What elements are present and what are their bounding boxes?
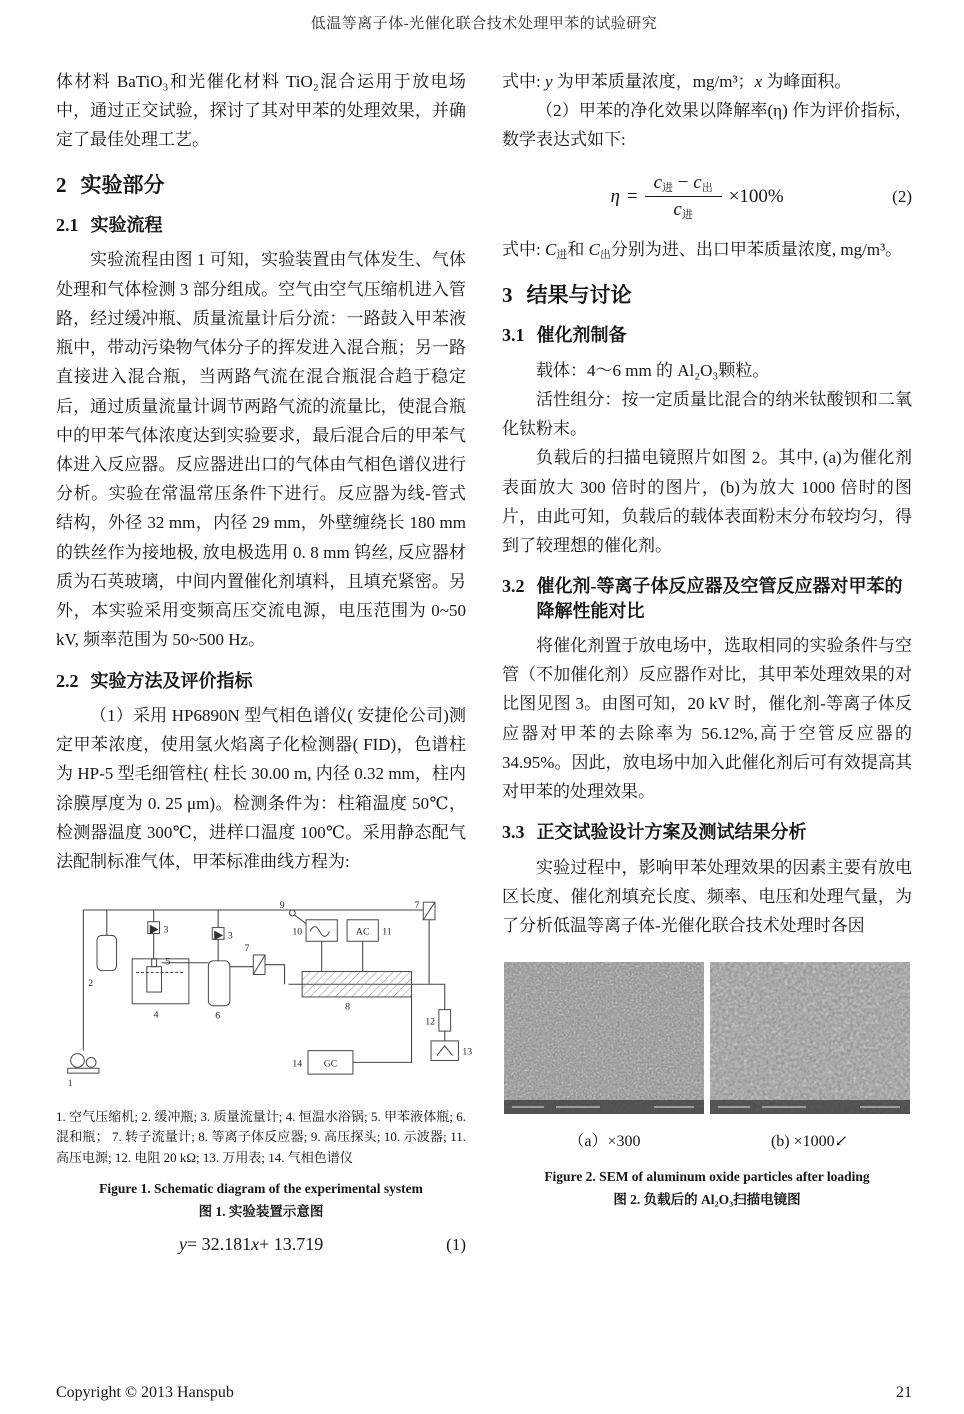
buffer-bottle-symbol bbox=[97, 936, 117, 971]
section-number: 3.1 bbox=[502, 325, 525, 346]
text-run: 式中: bbox=[502, 240, 545, 260]
section-heading-3-1 bbox=[502, 323, 912, 347]
section-title: 结果与讨论 bbox=[526, 282, 632, 307]
paragraph-active-component: 活性组分：按一定质量比混合的纳米钛酸钡和二氧化钛粉末。 bbox=[502, 389, 912, 439]
figure1-label-5: 5 bbox=[165, 957, 171, 969]
section-heading-3-2 bbox=[502, 574, 912, 623]
text-run: 为甲苯质量浓度，mg/m³； bbox=[552, 72, 755, 91]
figure1-label-7b: 7 bbox=[414, 900, 420, 912]
section-heading-3-3 bbox=[502, 820, 912, 844]
text-run: 式中: bbox=[502, 72, 545, 91]
figure-2 bbox=[502, 962, 912, 1209]
section-heading-2-2 bbox=[56, 669, 466, 693]
figure1-label-7a: 7 bbox=[244, 943, 250, 955]
section-title: 实验流程 bbox=[90, 215, 163, 236]
section-title: 正交试验设计方案及测试结果分析 bbox=[536, 822, 807, 843]
equation-1-mid: = 32.181 bbox=[186, 1234, 252, 1255]
section-number: 2.2 bbox=[56, 670, 79, 691]
subscript-out: 出 bbox=[701, 181, 713, 194]
figure-1-legend: 1. 空气压缩机; 2. 缓冲瓶; 3. 质量流量计; 4. 恒温水浴锅; 5. 甲苯液体瓶; 6. 混和瓶； 7. 转子流量计; 8. 等离子体反应器; 9. 高压探头; 10. 示波器; 11. 高压电源; 12. 电阻 20 kΩ; 13. 万用表; 14. 气相色谱仪 bbox=[56, 1109, 466, 1165]
var-c-out: C bbox=[588, 240, 600, 260]
mass-flow-meter-symbols bbox=[148, 922, 224, 941]
two-column-body bbox=[56, 67, 912, 1266]
section-title: 催化剂-等离子体反应器及空管反应器对甲苯的降解性能对比 bbox=[536, 576, 903, 621]
figure-1-schematic bbox=[56, 892, 476, 1097]
subscript-in: 进 bbox=[662, 181, 674, 194]
air-compressor-symbol bbox=[68, 1054, 99, 1074]
figure1-label-10: 10 bbox=[292, 926, 303, 938]
footer-copyright: Copyright © 2013 Hanspub bbox=[56, 1384, 234, 1401]
left-column bbox=[56, 67, 473, 1266]
sem-label-b: (b) ×1000↙ bbox=[770, 1133, 849, 1151]
paragraph-method: （1）采用 HP6890N 型气相色谱仪( 安捷伦公司)测定甲苯浓度，使用氢火焰离子化检测器( FID)，色谱柱为 HP-5 型毛细管柱( 柱长 30.00 m, 内径 0.32 mm，柱内涂膜厚度为 0. 25 μm)。检测条件为：柱箱温度 50℃，检测器温度 300℃，进样口温度 100℃。采用静态配气法配制标准气体，甲苯标准曲线方程为: bbox=[56, 705, 466, 872]
section-number: 2.1 bbox=[56, 215, 79, 236]
footer-page-number: 21 bbox=[896, 1384, 912, 1401]
sem-image-row bbox=[502, 962, 912, 1114]
paragraph-comparison: 将催化剂置于放电场中，选取相同的实验条件与空管（不加催化剂）反应器作对比，其甲苯处理效果的对比图见图 3。由图可知，20 kV 时，催化剂-等离子体反应器对甲苯的去除率为 56.12%,高于空管反应器的 34.95%。因此，放电场中加入此催化剂后可有效提高其对甲苯的处理效果。 bbox=[502, 635, 912, 802]
equation-2-fraction bbox=[645, 171, 722, 223]
figure-1-caption-zh: 图 1. 实验装置示意图 bbox=[198, 1203, 324, 1219]
sem-a-texture bbox=[504, 962, 704, 1114]
paragraph-sem-description: 负载后的扫描电镜照片如图 2。其中, (a)为催化剂表面放大 300 倍时的图片，(b)为放大 1000 倍时的图片，由此可知，负载后的载体表面粉末分布较均匀，得到了较理想的催化剂。 bbox=[502, 448, 912, 556]
figure1-label-2: 2 bbox=[88, 978, 94, 990]
var-c-in: c bbox=[653, 171, 663, 193]
resistor-symbol bbox=[439, 1010, 451, 1031]
mixing-bottle-symbol bbox=[208, 961, 229, 1006]
figure1-label-9: 9 bbox=[279, 900, 285, 912]
paragraph-orthogonal-intro: 实验过程中，影响甲苯处理效果的因素主要有放电区长度、催化剂填充长度、频率、电压和处理气量，为了分析低温等离子体-光催化联合技术处理时各因 bbox=[502, 857, 912, 936]
figure1-label-13: 13 bbox=[462, 1046, 473, 1058]
equation-2-denominator bbox=[673, 197, 692, 223]
equation-2-times-100: ×100% bbox=[728, 185, 784, 207]
plasma-reactor-symbol bbox=[302, 972, 411, 997]
hv-probe-symbol bbox=[289, 910, 306, 924]
section-number: 3.3 bbox=[502, 822, 525, 843]
sem-image-a bbox=[504, 962, 704, 1114]
paragraph-intro-continuation: 体材料 BaTiO₃和光催化材料 TiO₂混合运用于放电场中，通过正交试验，探讨了其对甲苯的处理效果，并确定了最佳处理工艺。 bbox=[56, 72, 466, 150]
equation-2-numerator bbox=[645, 171, 722, 198]
gc-label: GC bbox=[323, 1058, 338, 1070]
figure-1-caption-en: Figure 1. Schematic diagram of the experimental system bbox=[99, 1180, 423, 1196]
figure1-label-11: 11 bbox=[382, 926, 392, 938]
equation-1-var-x: x bbox=[251, 1234, 260, 1255]
section-number: 3 bbox=[502, 282, 513, 307]
figure-2-caption-zh: 图 2. 负载后的 Al₂O₃扫描电镜图 bbox=[613, 1192, 801, 1207]
paragraph-degradation-rate: （2）甲苯的净化效果以降解率(η) 作为评价指标，数学表达式如下: bbox=[502, 101, 912, 150]
var-c-in: c bbox=[673, 199, 682, 221]
equation-2-eta: η bbox=[610, 185, 620, 207]
paragraph-eq2-note bbox=[502, 235, 912, 265]
subscript-in: 进 bbox=[556, 249, 568, 262]
section-heading-2-1 bbox=[56, 213, 466, 237]
equation-2-equals: = bbox=[626, 185, 638, 207]
ac-source-label: AC bbox=[355, 926, 370, 938]
oscilloscope-symbol bbox=[306, 920, 337, 941]
section-title: 实验方法及评价指标 bbox=[90, 670, 253, 691]
sem-label-a: （a）×300 bbox=[568, 1133, 641, 1151]
paragraph-carrier: 载体：4～6 mm 的 Al₂O₃颗粒。 bbox=[536, 360, 770, 380]
figure1-label-3a: 3 bbox=[163, 924, 169, 936]
minus-sign: − bbox=[677, 171, 689, 193]
section-heading-3 bbox=[502, 281, 912, 309]
equation-2-number: (2) bbox=[892, 187, 912, 207]
equation-1-var-y: y bbox=[178, 1234, 187, 1255]
equation-1 bbox=[56, 1229, 446, 1260]
subscript-out: 出 bbox=[599, 249, 611, 262]
multimeter-symbol bbox=[431, 1041, 458, 1061]
sem-image-b bbox=[710, 962, 910, 1114]
text-run: 和 bbox=[567, 240, 589, 260]
var-y: y bbox=[544, 72, 553, 91]
var-x: x bbox=[754, 72, 763, 91]
section-title: 实验部分 bbox=[80, 172, 165, 197]
paragraph-eq1-note bbox=[502, 67, 912, 96]
sem-b-texture bbox=[710, 962, 910, 1114]
rotameter-symbols bbox=[253, 903, 435, 975]
sem-magnification-labels bbox=[502, 1128, 912, 1156]
section-heading-2 bbox=[56, 171, 466, 199]
section-number: 3.2 bbox=[502, 576, 525, 597]
right-column bbox=[502, 67, 912, 1266]
page-footer bbox=[56, 1384, 912, 1402]
running-head-title: 低温等离子体-光催化联合技术处理甲苯的试验研究 bbox=[310, 16, 658, 32]
section-title: 催化剂制备 bbox=[536, 325, 627, 346]
figure1-label-4: 4 bbox=[153, 1009, 159, 1021]
text-run: 为峰面积。 bbox=[762, 72, 852, 91]
var-c-in: C bbox=[544, 240, 557, 260]
water-bath-symbol bbox=[132, 959, 189, 1004]
equation-1-tail: + 13.719 bbox=[259, 1234, 324, 1255]
figure1-label-1: 1 bbox=[67, 1078, 73, 1090]
figure-2-caption-en: Figure 2. SEM of aluminum oxide particles after loading bbox=[544, 1168, 870, 1184]
var-c-out: c bbox=[693, 171, 702, 193]
section-number: 2 bbox=[56, 172, 67, 197]
text-run: 分别为进、出口甲苯质量浓度, mg/m³。 bbox=[610, 240, 903, 260]
equation-1-number: (1) bbox=[446, 1235, 466, 1255]
paragraph-experiment-flow: 实验流程由图 1 可知，实验装置由气体发生、气体处理和气体检测 3 部分组成。空气由空气压缩机进入管路，经过缓冲瓶、质量流量计后分流：一路鼓入甲苯液瓶中，带动污染物气体分子的挥发进入混合瓶；另一路直接进入混合瓶，当两路气流在混合瓶混合趋于稳定后，通过质量流量计调节两路气流的流量比，使混合瓶中的甲苯气体浓度达到实验要求，最后混合后的甲苯气体进入反应器。反应器进出口的气体由气相色谱仪进行分析。实验在常温常压条件下进行。反应器为线-管式结构，外径 32 mm，内径 29 mm，外壁缠绕长 180 mm 的铁丝作为接地极, 放电极选用 0. 8 mm 钨丝, 反应器材质为石英玻璃，中间内置催化剂填料，且填充紧密。另外，本实验采用变频高压交流电源，电压范围为 0~50 kV, 频率范围为 50~500 Hz。 bbox=[56, 250, 466, 650]
equation-2-row bbox=[502, 171, 912, 223]
figure1-label-8: 8 bbox=[345, 1001, 350, 1013]
equation-1-row bbox=[56, 1229, 466, 1260]
equation-2 bbox=[502, 171, 892, 223]
figure1-label-12: 12 bbox=[425, 1016, 435, 1028]
figure1-label-6: 6 bbox=[215, 1010, 221, 1022]
figure1-label-3b: 3 bbox=[227, 930, 233, 942]
subscript-in: 进 bbox=[681, 209, 693, 222]
figure1-label-14: 14 bbox=[292, 1058, 303, 1070]
figure-1 bbox=[56, 892, 473, 1221]
